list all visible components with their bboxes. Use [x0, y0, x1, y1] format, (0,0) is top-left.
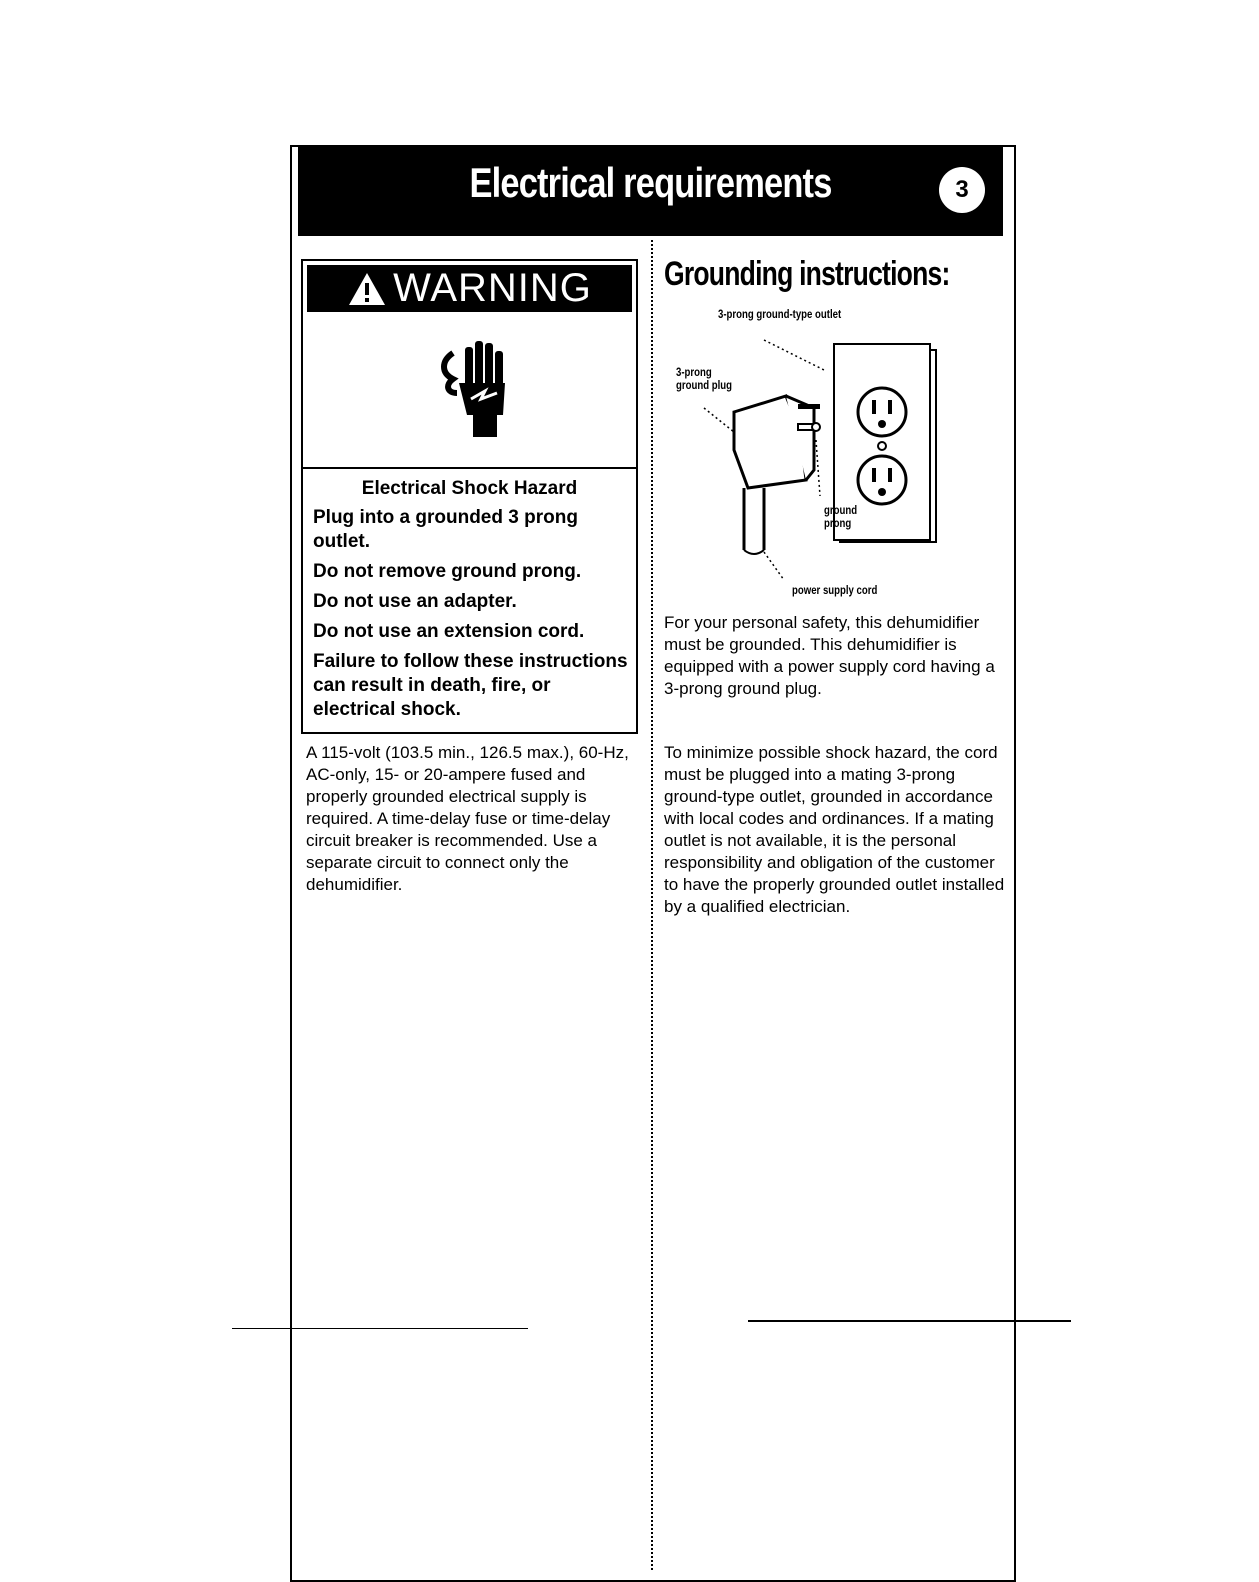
grounding-paragraph-2: To minimize possible shock hazard, the cord must be plugged into a mating 3-prong ground-type outlet, grounded in accordance with local codes and ordinances. If a mating outlet is not available, it is the personal responsibility and obligation of the customer to have the properly grounded outlet installed by a qualified electrician.	[664, 743, 1005, 916]
outlet-label: 3-prong ground-type outlet	[718, 307, 842, 321]
warning-line: Do not use an adapter.	[313, 591, 517, 612]
footer-rule	[748, 1320, 1071, 1322]
grounding-paragraph-1: For your personal safety, this dehumidifier must be grounded. This dehumidifier is equipped with a power supply cord having a 3-prong ground plug.	[664, 613, 995, 698]
warning-header	[307, 265, 632, 312]
footer-rule	[232, 1328, 528, 1329]
warning-line: Do not remove ground prong.	[313, 561, 582, 582]
electrical-supply-paragraph: A 115-volt (103.5 min., 126.5 max.), 60-Hz, AC-only, 15- or 20-ampere fused and properly grounded electrical supply is required. A time-delay fuse or time-delay circuit breaker is recommended. Use a separate circuit to connect only the dehumidifier.	[306, 743, 629, 894]
warning-line: Plug into a grounded 3 prong outlet.	[313, 507, 578, 552]
grounding-diagram	[664, 300, 964, 600]
grounding-heading: Grounding instructions:	[664, 255, 950, 293]
header-band	[298, 145, 1003, 236]
warning-triangle-icon	[347, 271, 387, 307]
power-cord-label: power supply cord	[792, 583, 878, 597]
warning-line: Do not use an extension cord.	[313, 621, 585, 642]
hazard-title: Electrical Shock Hazard	[361, 478, 578, 499]
warning-divider	[303, 467, 636, 469]
electrical-shock-hand-icon	[423, 333, 523, 443]
column-divider	[651, 240, 653, 1570]
warning-box	[301, 259, 638, 734]
ground-prong-label: ground prong	[824, 503, 858, 530]
plug-outlet-illustration	[664, 300, 964, 600]
section-number-badge: 3	[939, 167, 985, 213]
warning-instructions	[313, 506, 628, 728]
warning-word: WARNING	[393, 266, 592, 310]
warning-line: Failure to follow these instructions can result in death, fire, or electrical shock.	[313, 651, 628, 720]
plug-label: 3-prong ground plug	[676, 365, 732, 392]
page-title: Electrical requirements	[469, 159, 832, 206]
